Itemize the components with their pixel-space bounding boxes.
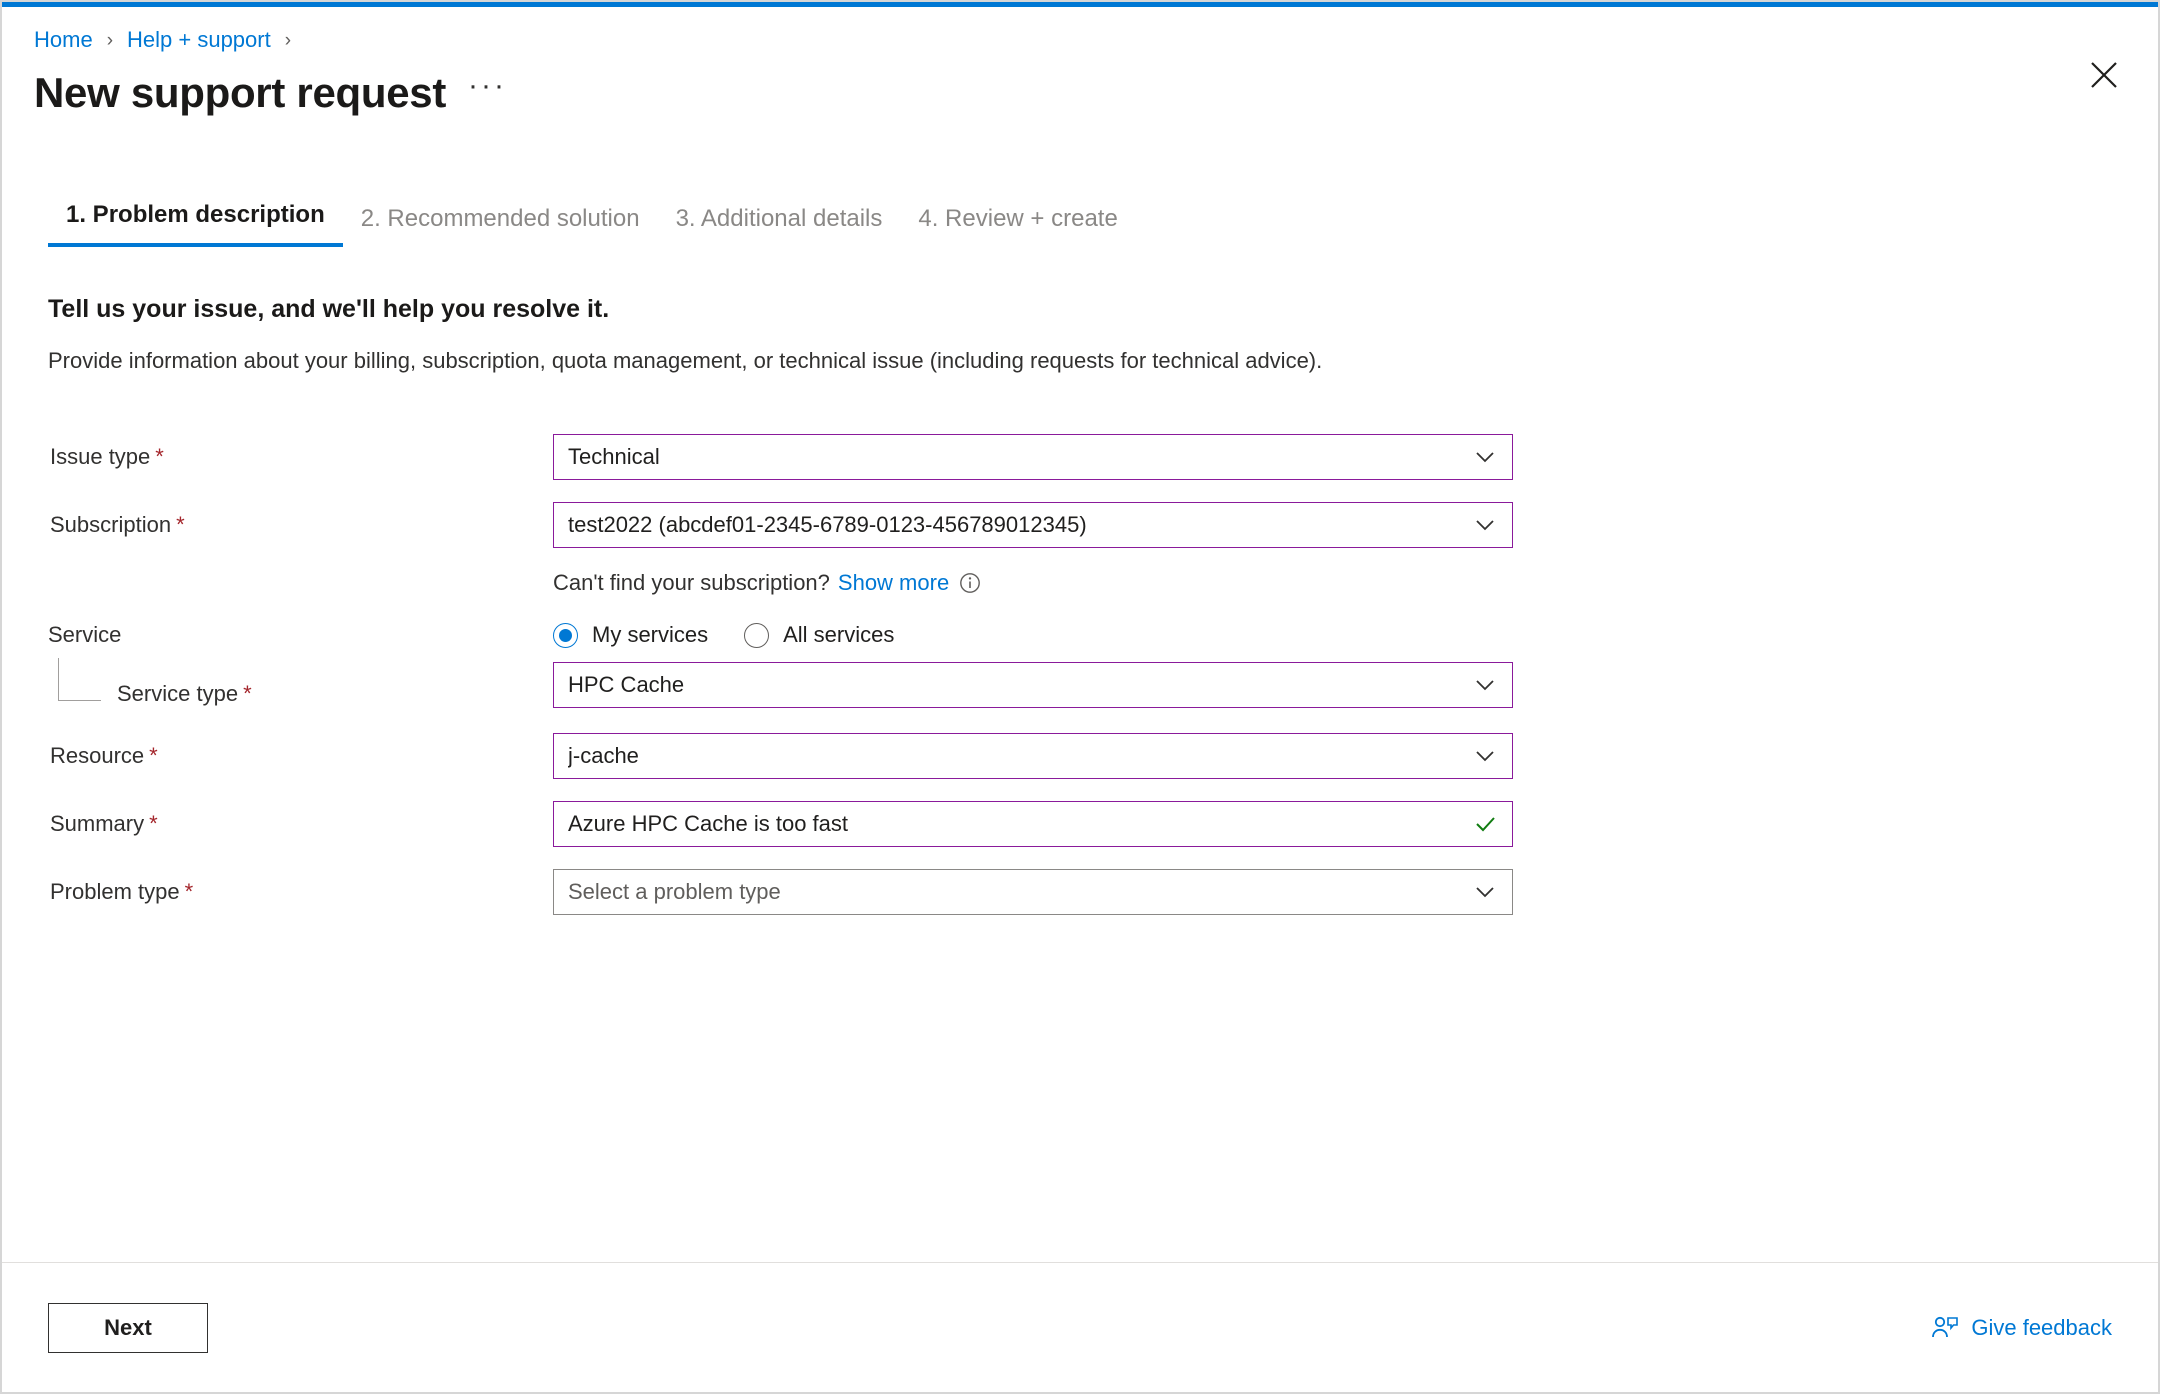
wizard-tabs xyxy=(48,201,2158,247)
service-type-select[interactable] xyxy=(553,662,1513,708)
subscription-field xyxy=(553,502,1513,548)
problem-type-required-marker: * xyxy=(184,879,194,905)
subscription-select[interactable] xyxy=(553,502,1513,548)
section-subtext: Provide information about your billing, subscription, quota management, or technical issue (including requests for technical advice). xyxy=(48,348,1323,373)
summary-label-text: Summary xyxy=(50,811,145,837)
service-type-required-marker: * xyxy=(243,680,252,706)
problem-type-label xyxy=(48,879,553,905)
service-type-label xyxy=(101,663,252,707)
breadcrumb xyxy=(2,7,2158,51)
valid-check-icon xyxy=(1472,811,1498,837)
title-row xyxy=(2,51,2158,117)
summary-field xyxy=(553,801,1513,847)
problem-type-value: Select a problem type xyxy=(568,879,781,905)
field-row-summary xyxy=(48,801,2112,847)
subscription-hint xyxy=(553,570,2112,596)
chevron-down-icon xyxy=(1472,743,1498,769)
radio-my-services[interactable] xyxy=(553,622,708,648)
info-icon[interactable] xyxy=(959,572,981,594)
subscription-value: test2022 (abcdef01-2345-6789-0123-456789012345) xyxy=(568,512,1087,538)
field-row-service xyxy=(48,622,2112,648)
close-icon[interactable] xyxy=(2084,55,2124,95)
service-type-field xyxy=(553,662,1513,708)
field-row-resource xyxy=(48,733,2112,779)
service-label: Service xyxy=(48,622,122,648)
subscription-hint-text: Can't find your subscription? xyxy=(553,570,830,596)
tab-review-create[interactable]: 4. Review + create xyxy=(918,205,1118,232)
service-type-label-text: Service type xyxy=(117,680,239,706)
radio-all-services[interactable] xyxy=(744,622,894,648)
chevron-down-icon xyxy=(1472,512,1498,538)
radio-all-services-label: All services xyxy=(783,622,895,648)
field-row-subscription xyxy=(48,502,2112,548)
issue-type-label-text: Issue type xyxy=(50,444,151,470)
give-feedback-label: Give feedback xyxy=(1971,1314,2112,1340)
service-type-value: HPC Cache xyxy=(568,671,685,697)
more-options-icon[interactable]: ··· xyxy=(468,69,508,102)
resource-select[interactable] xyxy=(553,733,1513,779)
next-button[interactable]: Next xyxy=(48,1303,208,1353)
problem-type-select[interactable] xyxy=(553,869,1513,915)
subscription-required-marker: * xyxy=(176,512,185,538)
field-row-service-type xyxy=(48,658,2112,711)
resource-label-text: Resource xyxy=(50,743,145,769)
breadcrumb-separator-icon: › xyxy=(106,29,114,51)
footer-bar xyxy=(2,1262,2158,1392)
breadcrumb-item-home[interactable]: Home xyxy=(34,27,93,52)
issue-type-field xyxy=(553,434,1513,480)
issue-type-value: Technical xyxy=(568,444,660,470)
section-heading: Tell us your issue, and we'll help you resolve it. xyxy=(48,295,610,323)
tab-problem-description[interactable]: 1. Problem description xyxy=(48,201,343,247)
resource-required-marker: * xyxy=(149,743,158,769)
tab-additional-details[interactable]: 3. Additional details xyxy=(675,205,883,232)
issue-type-select[interactable] xyxy=(553,434,1513,480)
give-feedback-link[interactable] xyxy=(1929,1313,2112,1343)
issue-type-required-marker: * xyxy=(155,444,164,470)
service-type-label-wrap xyxy=(48,658,553,711)
radio-dot-icon xyxy=(553,623,578,648)
summary-input[interactable] xyxy=(553,801,1513,847)
chevron-down-icon xyxy=(1472,672,1498,698)
radio-my-services-label: My services xyxy=(592,622,709,648)
feedback-person-icon xyxy=(1929,1313,1959,1343)
radio-dot-icon xyxy=(744,623,769,648)
tree-connector-icon xyxy=(58,658,101,701)
problem-type-label-text: Problem type xyxy=(50,879,180,905)
page-title: New support request xyxy=(34,69,447,116)
service-radio-group xyxy=(553,622,930,648)
chevron-down-icon xyxy=(1472,879,1498,905)
resource-label xyxy=(48,743,553,769)
field-row-issue-type xyxy=(48,434,2112,480)
summary-required-marker: * xyxy=(149,811,158,837)
field-row-problem-type xyxy=(48,869,2112,915)
problem-type-field xyxy=(553,869,1513,915)
subscription-label xyxy=(48,512,553,538)
subscription-label-text: Subscription xyxy=(50,512,172,538)
issue-type-label xyxy=(48,444,553,470)
resource-value: j-cache xyxy=(568,743,639,769)
tab-recommended-solution[interactable]: 2. Recommended solution xyxy=(360,205,640,232)
resource-field xyxy=(553,733,1513,779)
show-more-link[interactable]: Show more xyxy=(837,570,950,596)
summary-value: Azure HPC Cache is too fast xyxy=(568,811,849,837)
form-content xyxy=(2,247,2158,1262)
breadcrumb-item-help-support[interactable]: Help + support xyxy=(127,27,271,52)
breadcrumb-separator-icon-2: › xyxy=(284,29,292,51)
chevron-down-icon xyxy=(1472,444,1498,470)
support-form xyxy=(48,434,2112,915)
summary-label xyxy=(48,811,553,837)
